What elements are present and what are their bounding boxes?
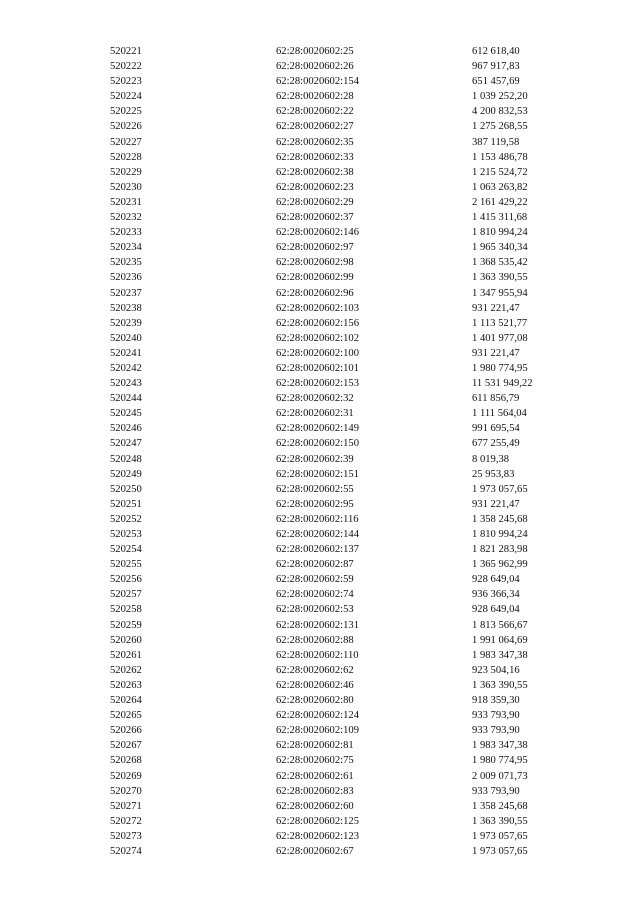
table-row bbox=[110, 270, 582, 285]
value-cell: 8 019,38 bbox=[472, 453, 510, 465]
cadastral-number-cell: 62:28:0020602:28 bbox=[276, 91, 354, 103]
value-cell: 1 821 283,98 bbox=[472, 544, 528, 556]
value-cell: 1 401 977,08 bbox=[472, 332, 528, 344]
value-cell: 1 063 263,82 bbox=[472, 181, 528, 193]
value-cell: 1 215 524,72 bbox=[472, 166, 528, 178]
cadastral-number-cell: 62:28:0020602:61 bbox=[276, 770, 354, 782]
cadastral-number-cell: 62:28:0020602:62 bbox=[276, 664, 354, 676]
cadastral-number-cell: 62:28:0020602:144 bbox=[276, 529, 359, 540]
table-row bbox=[110, 180, 582, 195]
value-cell: 1 113 521,77 bbox=[472, 317, 528, 329]
row-id-cell: 520234 bbox=[110, 242, 142, 254]
value-cell: 651 457,69 bbox=[472, 76, 520, 88]
row-id-cell: 520229 bbox=[110, 166, 142, 178]
row-id-cell: 520255 bbox=[110, 559, 142, 571]
table-row bbox=[110, 799, 582, 814]
table-row bbox=[110, 753, 582, 768]
cadastral-number-cell: 62:28:0020602:95 bbox=[276, 498, 354, 510]
row-id-cell: 520262 bbox=[110, 664, 142, 676]
table-row bbox=[110, 829, 582, 844]
value-cell: 991 695,54 bbox=[472, 423, 520, 435]
table-row bbox=[110, 119, 582, 134]
row-id-cell: 520224 bbox=[110, 91, 142, 103]
value-cell: 1 980 774,95 bbox=[472, 362, 528, 374]
value-cell: 1 973 057,65 bbox=[472, 845, 528, 857]
table-row bbox=[110, 286, 582, 301]
table-row bbox=[110, 44, 582, 59]
value-cell: 936 366,34 bbox=[472, 589, 520, 601]
value-cell: 1 347 955,94 bbox=[472, 287, 528, 299]
row-id-cell: 520265 bbox=[110, 710, 142, 722]
table-row bbox=[110, 678, 582, 693]
row-id-cell: 520274 bbox=[110, 845, 142, 857]
table-row bbox=[110, 512, 582, 527]
value-cell: 1 980 774,95 bbox=[472, 755, 528, 767]
table-row bbox=[110, 301, 582, 316]
value-cell: 1 983 347,38 bbox=[472, 740, 528, 752]
value-cell: 677 255,49 bbox=[472, 438, 520, 450]
value-cell: 1 368 535,42 bbox=[472, 257, 528, 269]
value-cell: 2 161 429,22 bbox=[472, 196, 528, 208]
table-row bbox=[110, 693, 582, 708]
cadastral-number-cell: 62:28:0020602:137 bbox=[276, 544, 359, 556]
cadastral-number-cell: 62:28:0020602:96 bbox=[276, 287, 354, 299]
table-row bbox=[110, 784, 582, 799]
row-id-cell: 520227 bbox=[110, 136, 142, 148]
row-id-cell: 520238 bbox=[110, 302, 142, 314]
cadastral-number-cell: 62:28:0020602:67 bbox=[276, 845, 354, 857]
row-id-cell: 520250 bbox=[110, 483, 142, 495]
cadastral-number-cell: 62:28:0020602:154 bbox=[276, 76, 359, 88]
row-id-cell: 520249 bbox=[110, 468, 142, 480]
value-cell: 1 111 564,04 bbox=[472, 408, 527, 420]
row-id-cell: 520243 bbox=[110, 378, 142, 390]
cadastral-number-cell: 62:28:0020602:124 bbox=[276, 710, 359, 722]
cadastral-number-cell: 62:28:0020602:123 bbox=[276, 830, 359, 842]
table-row bbox=[110, 421, 582, 436]
table-row bbox=[110, 346, 582, 361]
row-id-cell: 520239 bbox=[110, 317, 142, 329]
cadastral-number-cell: 62:28:0020602:100 bbox=[276, 347, 359, 359]
value-cell: 1 983 347,38 bbox=[472, 649, 528, 661]
row-id-cell: 520235 bbox=[110, 257, 142, 269]
cadastral-number-cell: 62:28:0020602:26 bbox=[276, 61, 354, 73]
cadastral-number-cell: 62:28:0020602:53 bbox=[276, 604, 354, 616]
row-id-cell: 520247 bbox=[110, 438, 142, 450]
row-id-cell: 520246 bbox=[110, 423, 142, 435]
table-row bbox=[110, 89, 582, 104]
cadastral-number-cell: 62:28:0020602:75 bbox=[276, 755, 354, 767]
value-cell: 1 810 994,24 bbox=[472, 227, 528, 239]
value-cell: 1 973 057,65 bbox=[472, 483, 528, 495]
table-row bbox=[110, 557, 582, 572]
cadastral-number-cell: 62:28:0020602:99 bbox=[276, 272, 354, 284]
table-row bbox=[110, 633, 582, 648]
value-cell: 1 153 486,78 bbox=[472, 151, 528, 163]
cadastral-number-cell: 62:28:0020602:74 bbox=[276, 589, 354, 601]
row-id-cell: 520259 bbox=[110, 619, 142, 631]
table-row bbox=[110, 467, 582, 482]
table-row bbox=[110, 376, 582, 391]
table-row bbox=[110, 527, 582, 542]
value-cell: 928 649,04 bbox=[472, 604, 520, 616]
row-id-cell: 520256 bbox=[110, 574, 142, 586]
row-id-cell: 520248 bbox=[110, 453, 142, 465]
cadastral-number-cell: 62:28:0020602:31 bbox=[276, 408, 354, 420]
table-row bbox=[110, 723, 582, 738]
value-cell: 2 009 071,73 bbox=[472, 770, 528, 782]
row-id-cell: 520270 bbox=[110, 785, 142, 797]
data-table bbox=[110, 44, 582, 859]
row-id-cell: 520273 bbox=[110, 830, 142, 842]
table-row bbox=[110, 391, 582, 406]
value-cell: 1 813 566,67 bbox=[472, 619, 528, 631]
table-row bbox=[110, 602, 582, 617]
row-id-cell: 520233 bbox=[110, 227, 142, 239]
row-id-cell: 520231 bbox=[110, 196, 142, 208]
row-id-cell: 520223 bbox=[110, 76, 142, 88]
cadastral-number-cell: 62:28:0020602:110 bbox=[276, 649, 359, 661]
row-id-cell: 520263 bbox=[110, 679, 142, 691]
table-row bbox=[110, 452, 582, 467]
cadastral-number-cell: 62:28:0020602:103 bbox=[276, 302, 359, 314]
cadastral-number-cell: 62:28:0020602:22 bbox=[276, 106, 354, 118]
value-cell: 1 358 245,68 bbox=[472, 513, 528, 525]
table-row bbox=[110, 648, 582, 663]
cadastral-number-cell: 62:28:0020602:59 bbox=[276, 574, 354, 586]
table-row bbox=[110, 663, 582, 678]
table-body bbox=[110, 44, 582, 859]
value-cell: 931 221,47 bbox=[472, 498, 520, 510]
table-row bbox=[110, 542, 582, 557]
cadastral-number-cell: 62:28:0020602:27 bbox=[276, 121, 354, 133]
row-id-cell: 520232 bbox=[110, 212, 142, 224]
value-cell: 1 810 994,24 bbox=[472, 529, 528, 540]
row-id-cell: 520242 bbox=[110, 362, 142, 374]
table-row bbox=[110, 104, 582, 119]
cadastral-number-cell: 62:28:0020602:60 bbox=[276, 800, 354, 812]
cadastral-number-cell: 62:28:0020602:98 bbox=[276, 257, 354, 269]
value-cell: 1 973 057,65 bbox=[472, 830, 528, 842]
row-id-cell: 520272 bbox=[110, 815, 142, 827]
row-id-cell: 520261 bbox=[110, 649, 142, 661]
cadastral-number-cell: 62:28:0020602:87 bbox=[276, 559, 354, 571]
table-row bbox=[110, 482, 582, 497]
table-row bbox=[110, 240, 582, 255]
value-cell: 967 917,83 bbox=[472, 61, 520, 73]
cadastral-number-cell: 62:28:0020602:131 bbox=[276, 619, 359, 631]
cadastral-number-cell: 62:28:0020602:156 bbox=[276, 317, 359, 329]
cadastral-number-cell: 62:28:0020602:25 bbox=[276, 46, 354, 57]
row-id-cell: 520230 bbox=[110, 181, 142, 193]
value-cell: 612 618,40 bbox=[472, 46, 520, 57]
cadastral-number-cell: 62:28:0020602:80 bbox=[276, 695, 354, 707]
table-row bbox=[110, 572, 582, 587]
cadastral-number-cell: 62:28:0020602:35 bbox=[276, 136, 354, 148]
row-id-cell: 520252 bbox=[110, 513, 142, 525]
table-row bbox=[110, 195, 582, 210]
cadastral-number-cell: 62:28:0020602:37 bbox=[276, 212, 354, 224]
table-row bbox=[110, 844, 582, 859]
row-id-cell: 520271 bbox=[110, 800, 142, 812]
row-id-cell: 520253 bbox=[110, 529, 142, 540]
cadastral-number-cell: 62:28:0020602:150 bbox=[276, 438, 359, 450]
row-id-cell: 520254 bbox=[110, 544, 142, 556]
value-cell: 1 363 390,55 bbox=[472, 679, 528, 691]
value-cell: 933 793,90 bbox=[472, 710, 520, 722]
value-cell: 387 119,58 bbox=[472, 136, 520, 148]
cadastral-number-cell: 62:28:0020602:46 bbox=[276, 679, 354, 691]
table-row bbox=[110, 738, 582, 753]
row-id-cell: 520240 bbox=[110, 332, 142, 344]
value-cell: 1 358 245,68 bbox=[472, 800, 528, 812]
cadastral-number-cell: 62:28:0020602:55 bbox=[276, 483, 354, 495]
value-cell: 1 275 268,55 bbox=[472, 121, 528, 133]
table-row bbox=[110, 708, 582, 723]
row-id-cell: 520257 bbox=[110, 589, 142, 601]
row-id-cell: 520269 bbox=[110, 770, 142, 782]
value-cell: 1 365 962,99 bbox=[472, 559, 528, 571]
value-cell: 918 359,30 bbox=[472, 695, 520, 707]
value-cell: 933 793,90 bbox=[472, 785, 520, 797]
row-id-cell: 520237 bbox=[110, 287, 142, 299]
cadastral-number-cell: 62:28:0020602:38 bbox=[276, 166, 354, 178]
value-cell: 931 221,47 bbox=[472, 302, 520, 314]
value-cell: 1 991 064,69 bbox=[472, 634, 528, 646]
value-cell: 1 965 340,34 bbox=[472, 242, 528, 254]
cadastral-number-cell: 62:28:0020602:97 bbox=[276, 242, 354, 254]
table-row bbox=[110, 59, 582, 74]
table-row bbox=[110, 497, 582, 512]
cadastral-number-cell: 62:28:0020602:32 bbox=[276, 393, 354, 405]
cadastral-number-cell: 62:28:0020602:23 bbox=[276, 181, 354, 193]
value-cell: 923 504,16 bbox=[472, 664, 520, 676]
value-cell: 611 856,79 bbox=[472, 393, 520, 405]
row-id-cell: 520244 bbox=[110, 393, 142, 405]
row-id-cell: 520260 bbox=[110, 634, 142, 646]
cadastral-number-cell: 62:28:0020602:153 bbox=[276, 378, 359, 390]
table-row bbox=[110, 210, 582, 225]
table-row bbox=[110, 150, 582, 165]
value-cell: 928 649,04 bbox=[472, 574, 520, 586]
cadastral-number-cell: 62:28:0020602:109 bbox=[276, 725, 359, 737]
table-row bbox=[110, 814, 582, 829]
table-row bbox=[110, 135, 582, 150]
table-row bbox=[110, 255, 582, 270]
row-id-cell: 520226 bbox=[110, 121, 142, 133]
row-id-cell: 520251 bbox=[110, 498, 142, 510]
value-cell: 11 531 949,22 bbox=[472, 378, 533, 390]
row-id-cell: 520222 bbox=[110, 61, 142, 73]
table-row bbox=[110, 769, 582, 784]
table-row bbox=[110, 74, 582, 89]
row-id-cell: 520245 bbox=[110, 408, 142, 420]
cadastral-number-cell: 62:28:0020602:101 bbox=[276, 362, 359, 374]
row-id-cell: 520228 bbox=[110, 151, 142, 163]
row-id-cell: 520225 bbox=[110, 106, 142, 118]
value-cell: 1 363 390,55 bbox=[472, 272, 528, 284]
row-id-cell: 520267 bbox=[110, 740, 142, 752]
row-id-cell: 520221 bbox=[110, 46, 142, 57]
table-row bbox=[110, 436, 582, 451]
value-cell: 931 221,47 bbox=[472, 347, 520, 359]
value-cell: 4 200 832,53 bbox=[472, 106, 528, 118]
cadastral-number-cell: 62:28:0020602:125 bbox=[276, 815, 359, 827]
cadastral-number-cell: 62:28:0020602:151 bbox=[276, 468, 359, 480]
value-cell: 1 039 252,20 bbox=[472, 91, 528, 103]
table-row bbox=[110, 361, 582, 376]
row-id-cell: 520258 bbox=[110, 604, 142, 616]
cadastral-number-cell: 62:28:0020602:29 bbox=[276, 196, 354, 208]
table-row bbox=[110, 406, 582, 421]
value-cell: 1 363 390,55 bbox=[472, 815, 528, 827]
cadastral-number-cell: 62:28:0020602:83 bbox=[276, 785, 354, 797]
cadastral-number-cell: 62:28:0020602:102 bbox=[276, 332, 359, 344]
cadastral-number-cell: 62:28:0020602:39 bbox=[276, 453, 354, 465]
row-id-cell: 520268 bbox=[110, 755, 142, 767]
cadastral-number-cell: 62:28:0020602:149 bbox=[276, 423, 359, 435]
cadastral-number-cell: 62:28:0020602:88 bbox=[276, 634, 354, 646]
row-id-cell: 520236 bbox=[110, 272, 142, 284]
table-row bbox=[110, 225, 582, 240]
table-row bbox=[110, 165, 582, 180]
cadastral-number-cell: 62:28:0020602:116 bbox=[276, 513, 359, 525]
value-cell: 933 793,90 bbox=[472, 725, 520, 737]
row-id-cell: 520264 bbox=[110, 695, 142, 707]
value-cell: 25 953,83 bbox=[472, 468, 515, 480]
table-row bbox=[110, 587, 582, 602]
cadastral-number-cell: 62:28:0020602:81 bbox=[276, 740, 354, 752]
row-id-cell: 520241 bbox=[110, 347, 142, 359]
table-row bbox=[110, 331, 582, 346]
table-row bbox=[110, 618, 582, 633]
table-row bbox=[110, 316, 582, 331]
cadastral-number-cell: 62:28:0020602:33 bbox=[276, 151, 354, 163]
value-cell: 1 415 311,68 bbox=[472, 212, 528, 224]
row-id-cell: 520266 bbox=[110, 725, 142, 737]
cadastral-number-cell: 62:28:0020602:146 bbox=[276, 227, 359, 239]
